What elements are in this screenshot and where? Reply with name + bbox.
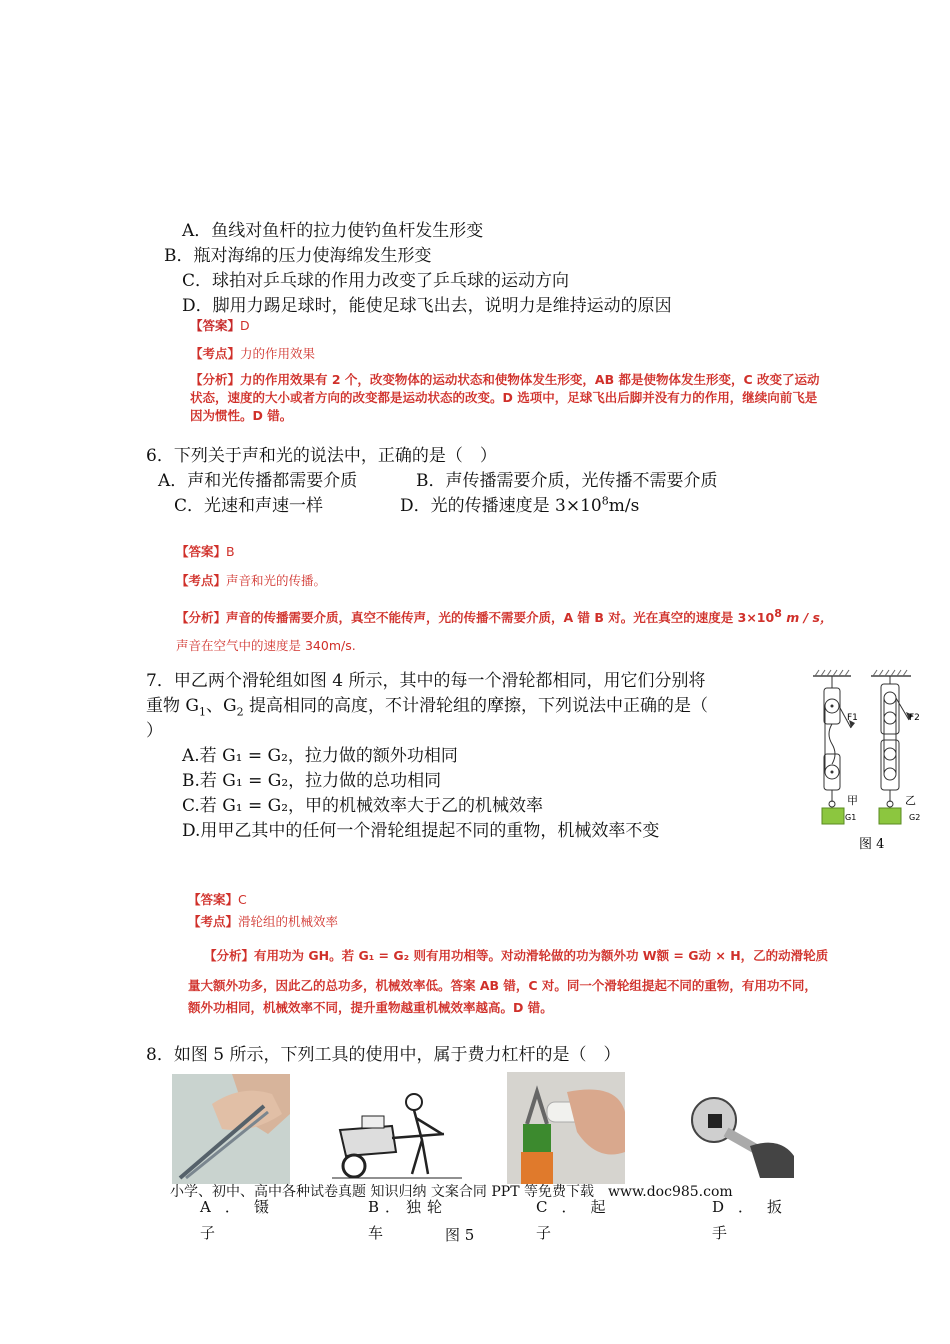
subscript: 1 <box>198 705 206 719</box>
answer-label: 【答案】 <box>188 892 239 907</box>
q7-answer <box>188 890 247 908</box>
q6-option-a: A．声和光传播都需要介质 <box>158 471 358 491</box>
point-value: 声音和光的传播。 <box>226 573 327 588</box>
exponent: 8 <box>774 607 782 620</box>
answer-label: 【答案】 <box>190 318 241 333</box>
q5-analysis-line3: 因为惯性。D 错。 <box>190 408 293 423</box>
q7-analysis-line2: 量大额外功多，因此乙的总功多，机械效率低。答案 AB 错，C 对。同一个滑轮组提起不同的重物，有用功不同， <box>188 978 817 993</box>
q7-option-a: A.若 G₁ = G₂，拉力做的额外功相同 <box>182 746 458 766</box>
q6-stem: 6．下列关于声和光的说法中，正确的是（ ） <box>146 446 497 466</box>
speed-text: D．光的传播速度是 3×10 <box>400 496 602 516</box>
q6-analysis-line2: 声音在空气中的速度是 340m/s. <box>176 638 356 653</box>
barrow-bin <box>340 1126 396 1156</box>
left-force-label: F1 <box>847 713 858 723</box>
footer-watermark: 小学、初中、高中各种试卷真题 知识归纳 文案合同 PPT 等免费下载 www.doc985.com <box>170 1184 733 1200</box>
unit: m / s， <box>781 610 833 626</box>
left-rope-hook <box>829 724 835 764</box>
point-label: 【考点】 <box>188 914 239 929</box>
caption-a-line2: 子 <box>200 1224 216 1242</box>
stem-text: 提高相同的高度，不计滑轮组的摩擦，下列说法中正确的是（ <box>243 696 708 716</box>
analysis-text: 力的作用效果有 2 个，改变物体的运动状态和使物体发生形变，AB 都是使物体发生形变，C 改变了运动 <box>240 372 820 387</box>
right-fixed-pulley-1 <box>884 692 896 704</box>
q7-stem-line3: ） <box>146 721 163 741</box>
barrow-wheel <box>343 1155 365 1177</box>
point-label: 【考点】 <box>190 346 241 361</box>
q5-point <box>190 344 315 362</box>
wheelbarrow-image <box>332 1090 462 1182</box>
left-weight-label: G1 <box>845 813 857 822</box>
answer-label: 【答案】 <box>176 544 227 559</box>
right-weight <box>879 808 901 824</box>
figure4-caption: 图 4 <box>859 837 885 852</box>
exponent: 8 <box>601 494 609 508</box>
barrow-load <box>362 1116 384 1128</box>
figure5-caption: 图 5 <box>445 1226 475 1244</box>
q6-option-b: B．声传播需要介质，光传播不需要介质 <box>416 471 718 491</box>
analysis-text: 有用功为 GH。若 G₁ = G₂ 则有用功相等。对动滑轮做的功为额外功 W额 = G动 × H，乙的动滑轮质 <box>254 948 829 963</box>
q6-option-d <box>400 491 639 516</box>
caption-d-line1: D．扳 <box>712 1198 797 1216</box>
q7-option-c: C.若 G₁ = G₂，甲的机械效率大于乙的机械效率 <box>182 796 544 816</box>
ceiling-hatch-left <box>815 670 849 676</box>
right-moving-pulley-1 <box>884 748 896 760</box>
q6-analysis-line1 <box>176 607 832 626</box>
analysis-label: 【分析】 <box>204 948 255 963</box>
q5-analysis-line2: 状态，速度的大小或者方向的改变都是运动状态的改变。D 选项中，足球飞出后脚并没有力的作用，继续向前飞是 <box>190 390 818 405</box>
right-rope-pull <box>896 698 909 720</box>
analysis-label: 【分析】 <box>190 372 241 387</box>
analysis-label: 【分析】 <box>176 610 227 626</box>
person-head <box>406 1094 422 1110</box>
q5-option-c: C．球拍对乒乓球的作用力改变了乒乓球的运动方向 <box>182 271 570 291</box>
q5-analysis-line1 <box>190 370 820 388</box>
left-weight <box>822 808 844 824</box>
q5-answer <box>190 316 250 334</box>
analysis-text: 声音的传播需要介质，真空不能传声，光的传播不需要介质，A 错 B 对。光在真空的速度是 3×10 <box>226 610 775 626</box>
unit: m/s <box>608 496 640 516</box>
caption-b-line2: 车 <box>368 1224 384 1242</box>
wrench-image <box>680 1086 794 1178</box>
tweezers-image <box>172 1074 290 1184</box>
q5-option-b: B．瓶对海绵的压力使海绵发生形变 <box>164 246 432 266</box>
wrench-nut <box>708 1114 722 1128</box>
right-name: 乙 <box>905 794 916 807</box>
answer-value: C <box>238 892 247 907</box>
q7-stem-line1: 7．甲乙两个滑轮组如图 4 所示，其中的每一个滑轮都相同，用它们分别将 <box>146 671 706 691</box>
point-label: 【考点】 <box>176 573 227 588</box>
bottle-label <box>521 1152 553 1184</box>
point-value: 力的作用效果 <box>240 346 316 361</box>
caption-d-line2: 手 <box>712 1224 728 1242</box>
caption-c-line2: 子 <box>536 1224 552 1242</box>
q5-option-d: D．脚用力踢足球时，能使足球飞出去，说明力是维持运动的原因 <box>182 296 672 316</box>
bottle-opener-image <box>507 1072 625 1184</box>
caption-b-line1: B．独轮 <box>368 1198 449 1216</box>
stem-text: 重物 G <box>146 696 199 716</box>
q7-analysis-line3: 额外功相同，机械效率不同，提升重物越重机械效率越高。D 错。 <box>188 1000 553 1015</box>
stem-text: 、G <box>205 696 237 716</box>
ceiling-hatch-right <box>873 670 907 676</box>
answer-value: B <box>226 544 235 559</box>
q7-analysis-line1 <box>204 946 828 964</box>
person-body <box>412 1110 442 1174</box>
q8-stem: 8．如图 5 所示，下列工具的使用中，属于费力杠杆的是（ ） <box>146 1045 621 1065</box>
q7-stem-line2 <box>146 691 708 718</box>
q7-option-b: B.若 G₁ = G₂，拉力做的总功相同 <box>182 771 442 791</box>
q7-option-d: D.用甲乙其中的任何一个滑轮组提起不同的重物，机械效率不变 <box>182 821 660 841</box>
q5-option-a: A．鱼线对鱼杆的拉力使钓鱼杆发生形变 <box>182 221 484 241</box>
caption-a-line1: A．镊 <box>200 1198 283 1216</box>
subscript: 2 <box>236 705 244 719</box>
pulley-figure <box>805 668 935 858</box>
point-value: 滑轮组的机械效率 <box>238 914 339 929</box>
right-moving-pulley-2 <box>884 768 896 780</box>
right-force-label: F2 <box>909 713 920 723</box>
q6-point <box>176 571 326 589</box>
right-fixed-pulley-2 <box>884 712 896 724</box>
q6-option-c: C．光速和声速一样 <box>174 496 324 516</box>
answer-value: D <box>240 318 250 333</box>
q6-answer <box>176 542 235 560</box>
right-weight-label: G2 <box>909 813 921 822</box>
q7-point <box>188 912 338 930</box>
left-name: 甲 <box>847 794 858 807</box>
caption-c-line1: C．起 <box>536 1198 620 1216</box>
barrow-handle <box>392 1134 444 1138</box>
